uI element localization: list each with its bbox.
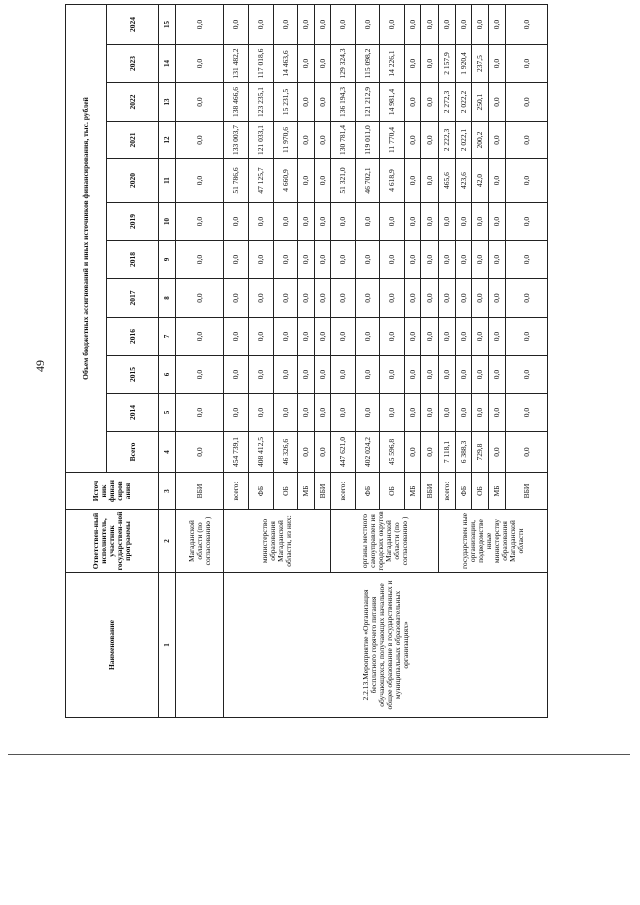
- year-value: 0,0: [249, 203, 274, 241]
- year-value: 0,0: [421, 159, 439, 203]
- year-value: 136 194,3: [331, 83, 356, 122]
- year-value: 0,0: [224, 241, 249, 279]
- source-cell: ОБ: [472, 473, 489, 510]
- year-value: 0,0: [315, 241, 331, 279]
- column-number: 10: [159, 203, 176, 241]
- year-value: 0,0: [298, 45, 315, 83]
- year-value: 42,0: [472, 159, 489, 203]
- year-value: 0,0: [298, 356, 315, 394]
- year-value: 0,0: [506, 5, 548, 45]
- year-value: 0,0: [506, 83, 548, 122]
- year-value: 0,0: [439, 203, 456, 241]
- total-value: 0,0: [489, 432, 506, 473]
- year-value: 0,0: [421, 394, 439, 432]
- column-number: 4: [159, 432, 176, 473]
- year-value: 2 157,9: [439, 45, 456, 83]
- column-number: 11: [159, 159, 176, 203]
- year-value: 0,0: [380, 5, 405, 45]
- year-value: 0,0: [331, 356, 356, 394]
- year-value: 0,0: [421, 203, 439, 241]
- source-cell: ВБИ: [421, 473, 439, 510]
- year-value: 14 981,4: [380, 83, 405, 122]
- year-value: 0,0: [472, 394, 489, 432]
- responsible-cell: министерство образования Магаданской области, из них:: [224, 510, 331, 573]
- year-value: 0,0: [421, 241, 439, 279]
- source-cell: ОБ: [274, 473, 298, 510]
- column-number: 13: [159, 83, 176, 122]
- header-source: Источ ник финан сиров ания: [66, 473, 159, 510]
- year-value: 0,0: [489, 356, 506, 394]
- year-value: 4 660,9: [274, 159, 298, 203]
- year-value: 0,0: [331, 203, 356, 241]
- year-value: 465,6: [439, 159, 456, 203]
- year-value: 51 786,6: [224, 159, 249, 203]
- year-value: 0,0: [298, 241, 315, 279]
- source-cell: ВБИ: [176, 473, 224, 510]
- year-value: 0,0: [176, 122, 224, 159]
- source-cell: ОБ: [380, 473, 405, 510]
- year-value: 0,0: [506, 159, 548, 203]
- year-value: 0,0: [380, 318, 405, 356]
- year-value: 423,6: [456, 159, 472, 203]
- total-value: 7 118,1: [439, 432, 456, 473]
- year-value: 0,0: [298, 122, 315, 159]
- year-value: 0,0: [439, 318, 456, 356]
- column-number: 2: [159, 510, 176, 573]
- year-value: 0,0: [380, 356, 405, 394]
- year-value: 0,0: [405, 356, 421, 394]
- total-value: 46 326,6: [274, 432, 298, 473]
- year-value: 0,0: [224, 279, 249, 318]
- year-value: 0,0: [315, 318, 331, 356]
- year-value: 0,0: [249, 241, 274, 279]
- year-value: 2 222,3: [439, 122, 456, 159]
- year-value: 0,0: [224, 356, 249, 394]
- year-value: 0,0: [249, 356, 274, 394]
- year-value: 0,0: [356, 241, 380, 279]
- year-value: 0,0: [489, 241, 506, 279]
- year-value: 51 321,0: [331, 159, 356, 203]
- total-value: 0,0: [315, 432, 331, 473]
- header-name: Наименование: [66, 573, 159, 718]
- year-value: 0,0: [405, 279, 421, 318]
- year-value: 0,0: [506, 394, 548, 432]
- column-number: 3: [159, 473, 176, 510]
- year-value: 115 098,2: [356, 45, 380, 83]
- header-year-2024: 2024: [107, 5, 159, 45]
- year-value: 0,0: [274, 318, 298, 356]
- year-value: 0,0: [298, 394, 315, 432]
- year-value: 0,0: [421, 83, 439, 122]
- year-value: 0,0: [331, 5, 356, 45]
- year-value: 0,0: [356, 203, 380, 241]
- source-cell: всего:: [439, 473, 456, 510]
- year-value: 138 466,6: [224, 83, 249, 122]
- year-value: 121 033,1: [249, 122, 274, 159]
- year-value: 0,0: [472, 5, 489, 45]
- year-value: 0,0: [315, 5, 331, 45]
- year-value: 0,0: [315, 122, 331, 159]
- total-value: 0,0: [506, 432, 548, 473]
- horizontal-rule: [8, 754, 630, 755]
- year-value: 2 022,1: [456, 122, 472, 159]
- year-value: 0,0: [405, 5, 421, 45]
- header-year-2015: 2015: [107, 356, 159, 394]
- column-number: 7: [159, 318, 176, 356]
- year-value: 0,0: [421, 122, 439, 159]
- header-total: Всего: [107, 432, 159, 473]
- column-number: 12: [159, 122, 176, 159]
- year-value: 0,0: [439, 5, 456, 45]
- year-value: 0,0: [274, 5, 298, 45]
- year-value: 0,0: [274, 394, 298, 432]
- year-value: 0,0: [456, 279, 472, 318]
- header-year-2016: 2016: [107, 318, 159, 356]
- header-year-2018: 2018: [107, 241, 159, 279]
- header-responsible: Ответствен-ный исполнитель, участник государствен-ной программы: [66, 510, 159, 573]
- year-value: 117 018,6: [249, 45, 274, 83]
- header-year-2019: 2019: [107, 203, 159, 241]
- column-number: 9: [159, 241, 176, 279]
- year-value: 0,0: [472, 203, 489, 241]
- funding-table: [65, 4, 548, 718]
- page-number: 49: [33, 360, 47, 372]
- year-value: 0,0: [224, 318, 249, 356]
- year-value: 237,5: [472, 45, 489, 83]
- source-cell: ФБ: [356, 473, 380, 510]
- year-value: 0,0: [380, 241, 405, 279]
- year-value: 133 003,7: [224, 122, 249, 159]
- year-value: 0,0: [506, 318, 548, 356]
- year-value: 0,0: [315, 83, 331, 122]
- year-value: 0,0: [380, 279, 405, 318]
- year-value: 0,0: [489, 394, 506, 432]
- year-value: 0,0: [315, 394, 331, 432]
- year-value: 119 011,0: [356, 122, 380, 159]
- year-value: 0,0: [356, 279, 380, 318]
- total-value: 447 621,0: [331, 432, 356, 473]
- year-value: 0,0: [249, 5, 274, 45]
- year-value: 0,0: [274, 279, 298, 318]
- year-value: 0,0: [439, 356, 456, 394]
- total-value: 0,0: [421, 432, 439, 473]
- year-value: 2 272,3: [439, 83, 456, 122]
- source-cell: ВБИ: [315, 473, 331, 510]
- year-value: 0,0: [489, 318, 506, 356]
- year-value: 0,0: [456, 356, 472, 394]
- year-value: 0,0: [315, 356, 331, 394]
- year-value: 0,0: [380, 394, 405, 432]
- year-value: 4 618,9: [380, 159, 405, 203]
- column-number: 8: [159, 279, 176, 318]
- year-value: 0,0: [298, 83, 315, 122]
- responsible-cell: государствен ные организации, подведомстве нные министерству образования Магаданской области: [439, 510, 548, 573]
- year-value: 0,0: [439, 394, 456, 432]
- year-value: 0,0: [224, 394, 249, 432]
- year-value: 0,0: [298, 203, 315, 241]
- year-value: 0,0: [176, 83, 224, 122]
- year-value: 0,0: [315, 279, 331, 318]
- header-year-2023: 2023: [107, 45, 159, 83]
- header-volume: Объем бюджетных ассигнований и иных источников финансирования, тыс. рублей: [66, 5, 107, 473]
- year-value: 0,0: [405, 394, 421, 432]
- year-value: 0,0: [315, 159, 331, 203]
- year-value: 0,0: [405, 318, 421, 356]
- year-value: 0,0: [298, 318, 315, 356]
- column-number: 14: [159, 45, 176, 83]
- header-year-2020: 2020: [107, 159, 159, 203]
- year-value: 15 231,5: [274, 83, 298, 122]
- year-value: 0,0: [331, 241, 356, 279]
- year-value: 46 702,1: [356, 159, 380, 203]
- year-value: 0,0: [489, 122, 506, 159]
- year-value: 0,0: [176, 394, 224, 432]
- year-value: 0,0: [421, 318, 439, 356]
- total-value: 402 024,2: [356, 432, 380, 473]
- year-value: 0,0: [472, 356, 489, 394]
- source-cell: МБ: [489, 473, 506, 510]
- year-value: 0,0: [356, 394, 380, 432]
- year-value: 129 324,3: [331, 45, 356, 83]
- year-value: 0,0: [506, 45, 548, 83]
- year-value: 0,0: [176, 45, 224, 83]
- year-value: 0,0: [249, 279, 274, 318]
- year-value: 0,0: [489, 5, 506, 45]
- year-value: 0,0: [224, 5, 249, 45]
- year-value: 0,0: [176, 279, 224, 318]
- year-value: 0,0: [489, 45, 506, 83]
- year-value: 0,0: [176, 241, 224, 279]
- year-value: 0,0: [249, 318, 274, 356]
- total-value: 0,0: [298, 432, 315, 473]
- year-value: 0,0: [456, 5, 472, 45]
- year-value: 47 125,7: [249, 159, 274, 203]
- year-value: 131 482,2: [224, 45, 249, 83]
- total-value: 408 412,5: [249, 432, 274, 473]
- year-value: 0,0: [405, 159, 421, 203]
- year-value: 0,0: [506, 122, 548, 159]
- year-value: 0,0: [176, 203, 224, 241]
- year-value: 0,0: [506, 203, 548, 241]
- table-row: [176, 5, 224, 718]
- year-value: 0,0: [489, 83, 506, 122]
- year-value: 0,0: [331, 318, 356, 356]
- header-year-2021: 2021: [107, 122, 159, 159]
- year-value: 0,0: [176, 356, 224, 394]
- source-cell: ВБИ: [506, 473, 548, 510]
- source-cell: ФБ: [249, 473, 274, 510]
- total-value: 729,8: [472, 432, 489, 473]
- year-value: 0,0: [249, 394, 274, 432]
- header-year-2022: 2022: [107, 83, 159, 122]
- year-value: 0,0: [506, 279, 548, 318]
- year-value: 0,0: [439, 241, 456, 279]
- year-value: 0,0: [176, 159, 224, 203]
- year-value: 0,0: [274, 241, 298, 279]
- year-value: 0,0: [356, 356, 380, 394]
- year-value: 200,2: [472, 122, 489, 159]
- name-cell-empty: [176, 573, 224, 718]
- year-value: 0,0: [472, 241, 489, 279]
- total-value: 454 739,1: [224, 432, 249, 473]
- year-value: 0,0: [456, 394, 472, 432]
- year-value: 121 212,9: [356, 83, 380, 122]
- year-value: 0,0: [421, 356, 439, 394]
- year-value: 0,0: [421, 45, 439, 83]
- year-value: 14 226,1: [380, 45, 405, 83]
- year-value: 1 920,4: [456, 45, 472, 83]
- year-value: 0,0: [489, 279, 506, 318]
- year-value: 0,0: [298, 279, 315, 318]
- year-value: 11 970,6: [274, 122, 298, 159]
- year-value: 0,0: [331, 279, 356, 318]
- year-value: 0,0: [331, 394, 356, 432]
- source-cell: МБ: [405, 473, 421, 510]
- total-value: 0,0: [176, 432, 224, 473]
- year-value: 250,1: [472, 83, 489, 122]
- year-value: 0,0: [456, 203, 472, 241]
- year-value: 0,0: [274, 356, 298, 394]
- year-value: 0,0: [176, 5, 224, 45]
- year-value: 0,0: [421, 5, 439, 45]
- measure-name: 2.2.13.Мероприятие «Организация бесплатного горячего питания обучающихся, получающих начальное общее образование в государственных и муниципальных образовательных организациях»: [224, 573, 548, 718]
- year-value: 0,0: [224, 203, 249, 241]
- year-value: 0,0: [456, 318, 472, 356]
- header-year-2014: 2014: [107, 394, 159, 432]
- header-year-2017: 2017: [107, 279, 159, 318]
- source-cell: ФБ: [456, 473, 472, 510]
- year-value: 0,0: [298, 5, 315, 45]
- rotated-page: [65, 5, 547, 718]
- year-value: 0,0: [489, 159, 506, 203]
- year-value: 0,0: [298, 159, 315, 203]
- year-value: 0,0: [356, 5, 380, 45]
- column-number: 1: [159, 573, 176, 718]
- year-value: 0,0: [472, 318, 489, 356]
- year-value: 0,0: [405, 83, 421, 122]
- column-number: 15: [159, 5, 176, 45]
- column-number: 5: [159, 394, 176, 432]
- year-value: 0,0: [506, 356, 548, 394]
- year-value: 0,0: [405, 241, 421, 279]
- year-value: 0,0: [405, 203, 421, 241]
- year-value: 0,0: [489, 203, 506, 241]
- year-value: 0,0: [315, 45, 331, 83]
- year-value: 123 235,1: [249, 83, 274, 122]
- total-value: 6 388,3: [456, 432, 472, 473]
- year-value: 0,0: [421, 279, 439, 318]
- responsible-cell: Магаданской области (по согласованию ): [176, 510, 224, 573]
- year-value: 0,0: [405, 45, 421, 83]
- year-value: 2 022,2: [456, 83, 472, 122]
- source-cell: всего:: [331, 473, 356, 510]
- year-value: 0,0: [356, 318, 380, 356]
- total-value: 0,0: [405, 432, 421, 473]
- total-value: 45 596,8: [380, 432, 405, 473]
- year-value: 0,0: [439, 279, 456, 318]
- year-value: 0,0: [176, 318, 224, 356]
- year-value: 0,0: [472, 279, 489, 318]
- year-value: 0,0: [456, 241, 472, 279]
- year-value: 0,0: [506, 241, 548, 279]
- source-cell: всего:: [224, 473, 249, 510]
- year-value: 0,0: [405, 122, 421, 159]
- year-value: 130 781,4: [331, 122, 356, 159]
- year-value: 11 770,4: [380, 122, 405, 159]
- responsible-cell: органы местного самоуправлен ия городских округов Магаданской области (по согласованию ): [331, 510, 439, 573]
- table-row: [224, 5, 249, 718]
- year-value: 0,0: [315, 203, 331, 241]
- source-cell: МБ: [298, 473, 315, 510]
- column-number: 6: [159, 356, 176, 394]
- year-value: 0,0: [380, 203, 405, 241]
- year-value: 0,0: [274, 203, 298, 241]
- year-value: 14 463,6: [274, 45, 298, 83]
